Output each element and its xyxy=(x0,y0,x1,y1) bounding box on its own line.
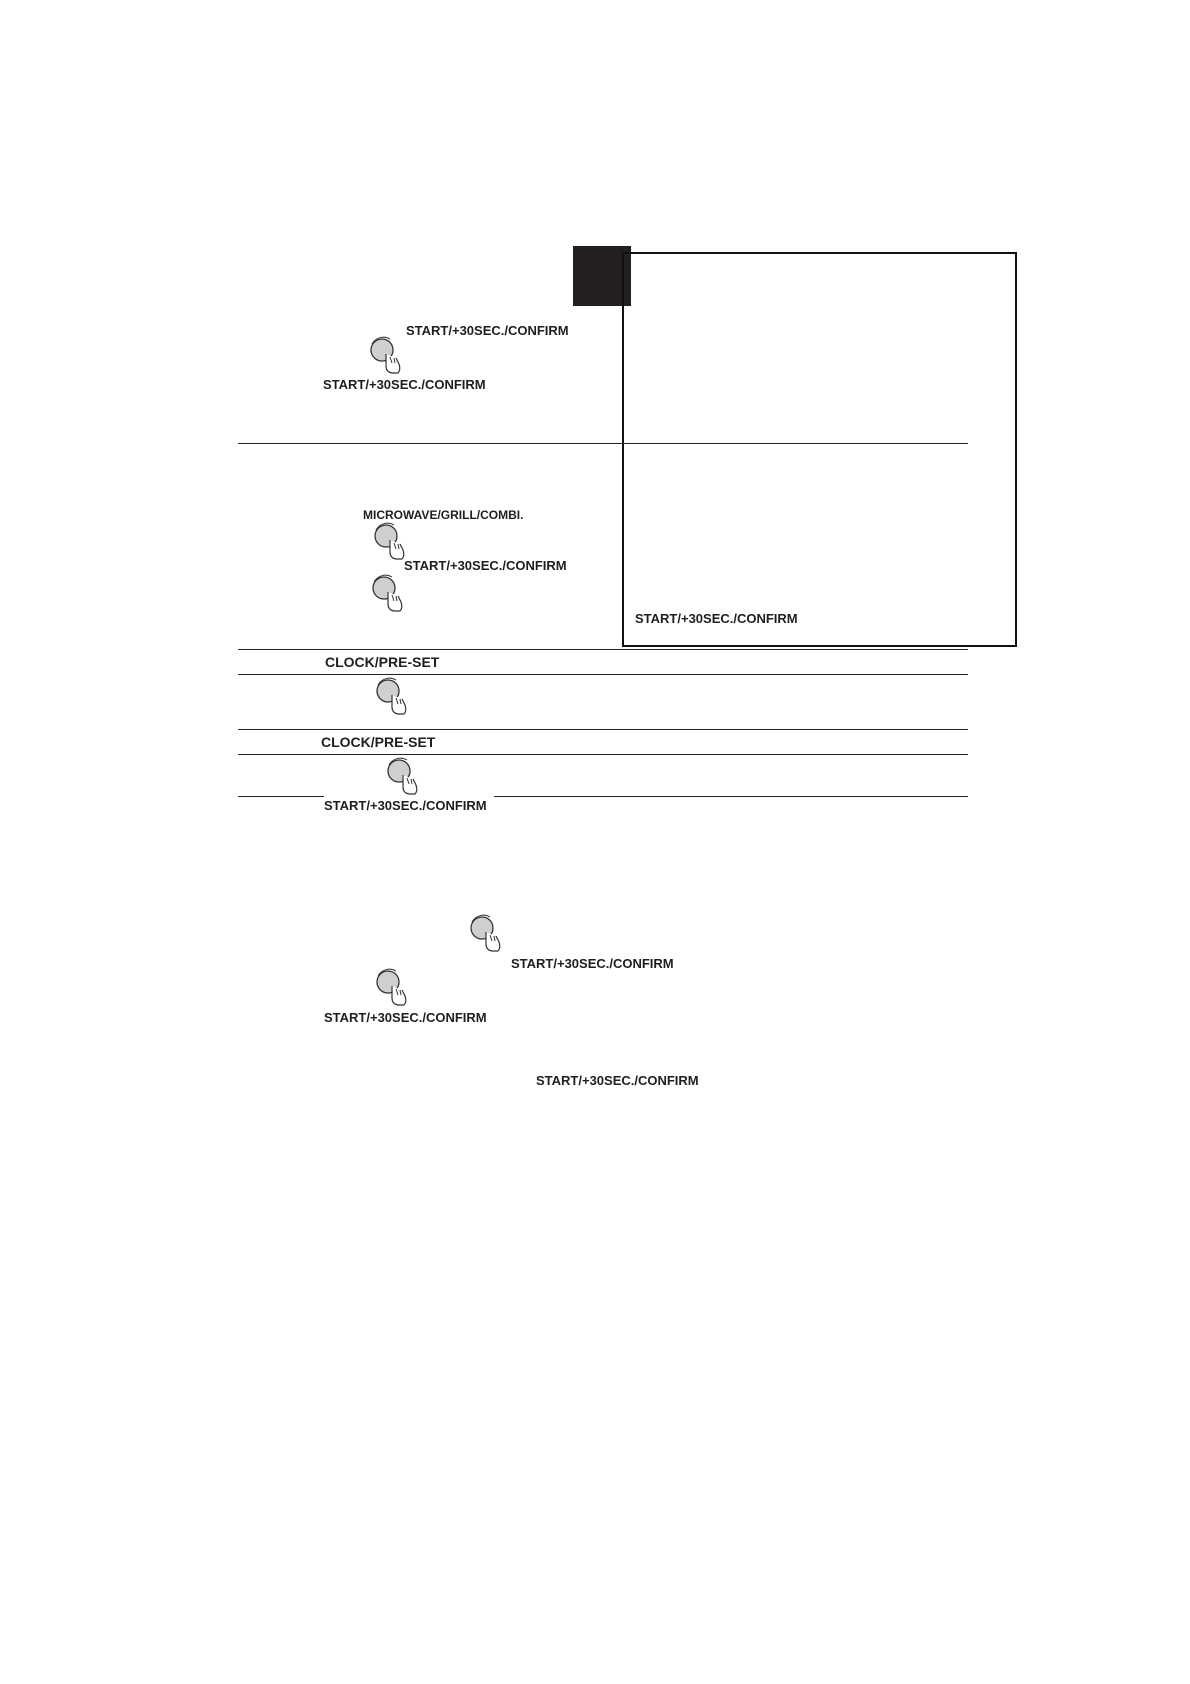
rotary-knob-hand-icon xyxy=(374,968,408,1008)
rotary-knob-hand-icon xyxy=(385,757,419,797)
clock-preset-label: CLOCK/PRE-SET xyxy=(325,654,440,670)
start-confirm-label: START/+30SEC./CONFIRM xyxy=(324,1010,487,1025)
microwave-grill-combi-label: MICROWAVE/GRILL/COMBI. xyxy=(363,508,524,522)
clock-preset-label: CLOCK/PRE-SET xyxy=(321,734,436,750)
rotary-knob-hand-icon xyxy=(370,574,404,614)
divider xyxy=(238,796,324,797)
rotary-knob-hand-icon xyxy=(374,677,408,717)
start-confirm-label: START/+30SEC./CONFIRM xyxy=(404,558,567,573)
divider xyxy=(238,674,968,675)
start-confirm-label: START/+30SEC./CONFIRM xyxy=(324,798,487,813)
rotary-knob-hand-icon xyxy=(368,336,402,376)
divider xyxy=(494,796,968,797)
start-confirm-label: START/+30SEC./CONFIRM xyxy=(635,611,798,626)
divider xyxy=(238,649,968,650)
rotary-knob-hand-icon xyxy=(372,522,406,562)
start-confirm-label: START/+30SEC./CONFIRM xyxy=(406,323,569,338)
divider xyxy=(238,729,968,730)
start-confirm-label: START/+30SEC./CONFIRM xyxy=(323,377,486,392)
start-confirm-label: START/+30SEC./CONFIRM xyxy=(536,1073,699,1088)
rotary-knob-hand-icon xyxy=(468,914,502,954)
start-confirm-label: START/+30SEC./CONFIRM xyxy=(511,956,674,971)
note-box xyxy=(622,252,1017,647)
divider xyxy=(238,443,968,444)
divider xyxy=(238,754,968,755)
